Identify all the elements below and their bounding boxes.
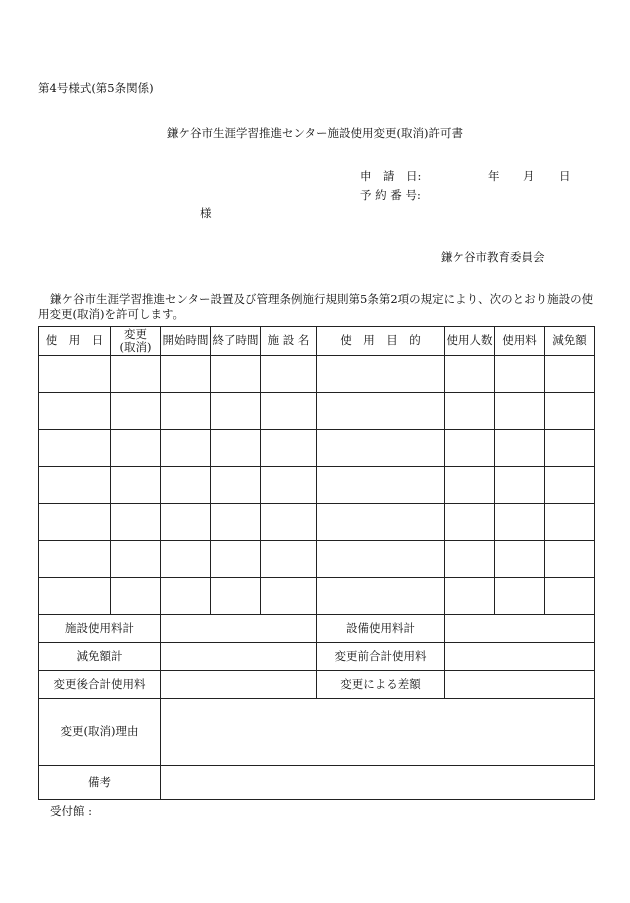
table-cell (211, 578, 261, 615)
table-cell (111, 541, 161, 578)
month-label: 月 (523, 169, 535, 183)
table-cell (545, 504, 595, 541)
table-cell (111, 393, 161, 430)
notes-row (39, 766, 595, 800)
table-cell (545, 467, 595, 504)
table-row (39, 578, 595, 615)
table-cell (317, 467, 445, 504)
table-cell (495, 356, 545, 393)
table-cell (445, 356, 495, 393)
intro-paragraph: 鎌ケ谷市生涯学習推進センター設置及び管理条例施行規則第5条第2項の規定により、次のとおり施設の使用変更(取消)を許可します。 (38, 292, 594, 321)
after-total-value (161, 671, 317, 699)
day-label: 日 (559, 169, 571, 183)
permit-table (38, 326, 595, 800)
table-header-row (39, 327, 595, 356)
reason-label: 変更(取消)理由 (39, 699, 161, 766)
table-cell (445, 541, 495, 578)
table-cell (495, 430, 545, 467)
table-row (39, 541, 595, 578)
booking-number-label: 予 約 番 号: (360, 188, 421, 202)
table-cell (261, 467, 317, 504)
table-row (39, 467, 595, 504)
difference-value (445, 671, 595, 699)
table-cell (545, 430, 595, 467)
table-cell (161, 393, 211, 430)
header-change-line1: 変更 (124, 326, 147, 341)
table-cell (211, 393, 261, 430)
table-cell (545, 356, 595, 393)
table-cell (445, 504, 495, 541)
header-fee: 使用料 (495, 327, 545, 356)
table-cell (161, 467, 211, 504)
table-cell (161, 504, 211, 541)
table-cell (495, 393, 545, 430)
table-cell (317, 541, 445, 578)
table-cell (161, 356, 211, 393)
table-cell (161, 578, 211, 615)
facility-fee-total-value (161, 615, 317, 643)
document-title: 鎌ケ谷市生涯学習推進センター施設使用変更(取消)許可書 (166, 126, 463, 140)
table-cell (261, 541, 317, 578)
facility-fee-total-label: 施設使用料計 (39, 615, 161, 643)
table-cell (39, 541, 111, 578)
table-cell (545, 578, 595, 615)
difference-label: 変更による差額 (317, 671, 445, 699)
table-cell (39, 504, 111, 541)
table-cell (211, 467, 261, 504)
table-cell (111, 356, 161, 393)
table-cell (261, 578, 317, 615)
table-cell (261, 504, 317, 541)
header-change-line2: (取消) (119, 340, 152, 354)
application-date-label: 申 請 日: (360, 169, 422, 183)
notes-value (161, 766, 595, 800)
notes-label: 備考 (39, 766, 161, 800)
form-number: 第4号様式(第5条関係) (38, 81, 154, 95)
header-facility: 施 設 名 (261, 327, 317, 356)
table-cell (39, 356, 111, 393)
reduction-total-value (161, 643, 317, 671)
table-cell (495, 541, 545, 578)
table-cell (39, 430, 111, 467)
header-use-date: 使 用 日 (39, 327, 111, 356)
recipient-honorific: 様 (200, 206, 212, 220)
table-cell (545, 541, 595, 578)
summary-row-after (39, 671, 595, 699)
before-total-value (445, 643, 595, 671)
header-change (111, 327, 161, 356)
table-cell (261, 430, 317, 467)
table-row (39, 393, 595, 430)
reception-label: 受付館 : (50, 804, 93, 818)
table-row (39, 356, 595, 393)
table-cell (161, 430, 211, 467)
header-people: 使用人数 (445, 327, 495, 356)
year-label: 年 (488, 169, 500, 183)
table-cell (495, 578, 545, 615)
header-purpose: 使 用 目 的 (317, 327, 445, 356)
table-cell (495, 467, 545, 504)
table-cell (111, 504, 161, 541)
table-cell (261, 393, 317, 430)
table-cell (39, 393, 111, 430)
table-cell (211, 356, 261, 393)
after-total-label: 変更後合計使用料 (39, 671, 161, 699)
table-cell (445, 578, 495, 615)
table-cell (445, 430, 495, 467)
table-row (39, 504, 595, 541)
table-cell (211, 541, 261, 578)
table-cell (445, 393, 495, 430)
table-cell (211, 430, 261, 467)
table-cell (111, 467, 161, 504)
reduction-total-label: 減免額計 (39, 643, 161, 671)
table-cell (317, 430, 445, 467)
reason-value (161, 699, 595, 766)
issuer-name: 鎌ケ谷市教育委員会 (441, 250, 545, 264)
before-total-label: 変更前合計使用料 (317, 643, 445, 671)
table-cell (317, 504, 445, 541)
table-cell (495, 504, 545, 541)
table-cell (317, 578, 445, 615)
table-cell (317, 393, 445, 430)
header-end-time: 終了時間 (211, 327, 261, 356)
table-cell (317, 356, 445, 393)
summary-row-fees (39, 615, 595, 643)
table-cell (39, 467, 111, 504)
table-cell (161, 541, 211, 578)
table-cell (445, 467, 495, 504)
table-cell (545, 393, 595, 430)
equipment-fee-total-value (445, 615, 595, 643)
summary-row-reduction (39, 643, 595, 671)
equipment-fee-total-label: 設備使用料計 (317, 615, 445, 643)
table-cell (111, 430, 161, 467)
table-cell (261, 356, 317, 393)
table-cell (211, 504, 261, 541)
header-start-time: 開始時間 (161, 327, 211, 356)
header-reduction: 減免額 (545, 327, 595, 356)
table-cell (39, 578, 111, 615)
table-row (39, 430, 595, 467)
table-cell (111, 578, 161, 615)
reason-row (39, 699, 595, 766)
